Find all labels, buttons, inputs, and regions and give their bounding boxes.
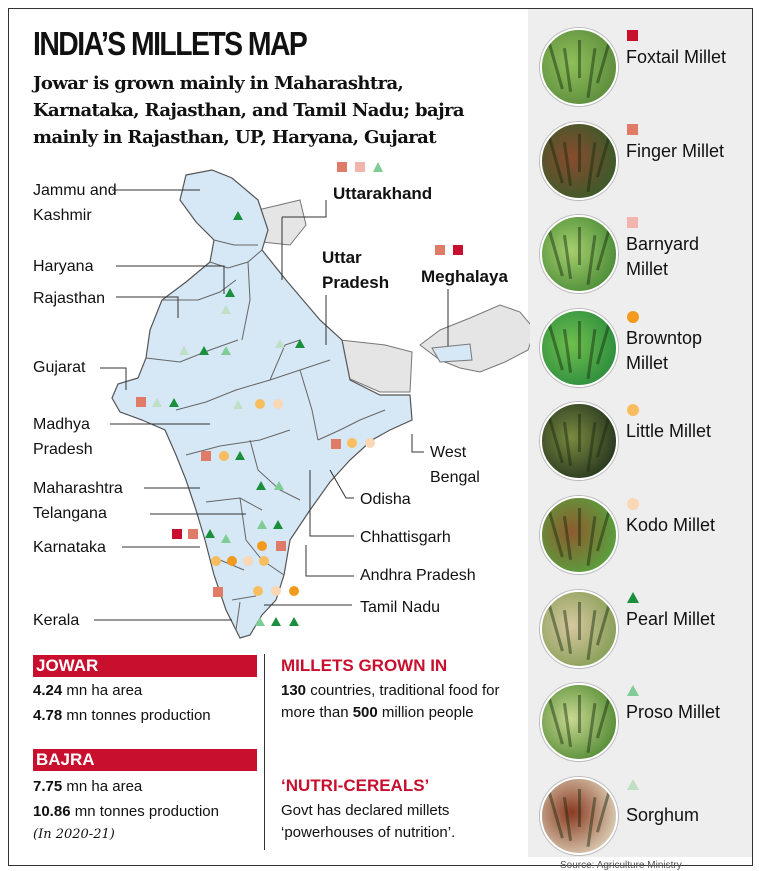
uttarakhand-finger-marker bbox=[337, 162, 347, 172]
ap-finger-marker bbox=[276, 541, 286, 551]
mp-kodo-marker bbox=[273, 399, 283, 409]
legend-label-sorghum: Sorghum bbox=[626, 805, 700, 825]
jowar-prod-text: mn tonnes production bbox=[62, 707, 211, 724]
browntop-millet-photo bbox=[540, 309, 618, 387]
tn-browntop-marker bbox=[289, 586, 299, 596]
browntop-marker-circle-icon bbox=[627, 311, 639, 323]
label-chhattisgarh: Chhattisgarh bbox=[360, 529, 451, 546]
kodo-millet-photo bbox=[540, 496, 618, 574]
source-credit: Source: Agriculture Ministry bbox=[560, 860, 682, 871]
legend-label-finger: Finger Millet bbox=[626, 141, 725, 161]
finger-millet-photo bbox=[540, 122, 618, 200]
people-count: 500 bbox=[352, 704, 378, 721]
countries-count: 130 bbox=[281, 682, 307, 699]
odisha-finger-marker bbox=[331, 439, 341, 449]
map-subtitle: Jowar is grown mainly in Maharashtra, Karnataka, Rajasthan, and Tamil Nadu; bajra mainly in Rajasthan, UP, Haryana, Gujarat bbox=[33, 73, 464, 148]
bajra-prod-text: mn tonnes production bbox=[70, 803, 219, 820]
finger-marker-square-icon bbox=[627, 124, 638, 135]
gujarat-finger-marker bbox=[136, 397, 146, 407]
karnataka-little-marker-1 bbox=[211, 556, 221, 566]
uttarakhand-barnyard-marker bbox=[355, 162, 365, 172]
jowar-prod-value: 4.78 bbox=[33, 707, 63, 724]
nutri-cereals-heading: ‘NUTRI-CEREALS’ bbox=[281, 776, 430, 795]
nutri-cereals-text: Govt has declared millets ‘powerhouses of nutrition’. bbox=[281, 802, 456, 841]
bajra-production bbox=[33, 801, 219, 823]
legend-label-barnyard: Barnyard Millet bbox=[626, 234, 700, 279]
ap-browntop-marker bbox=[257, 541, 267, 551]
bajra-area-value: 7.75 bbox=[33, 778, 63, 795]
karnataka-little-marker-2 bbox=[259, 556, 269, 566]
northeast-region bbox=[420, 305, 530, 372]
legend-label-kodo: Kodo Millet bbox=[626, 515, 716, 535]
maharashtra-finger-marker bbox=[201, 451, 211, 461]
label-maharashtra: Maharashtra bbox=[33, 480, 123, 497]
meghalaya-finger-marker bbox=[435, 245, 445, 255]
legend-item-kodo bbox=[540, 496, 740, 586]
label-madhya-pradesh: Madhya Pradesh bbox=[33, 416, 93, 458]
maharashtra-little-marker bbox=[219, 451, 229, 461]
barnyard-millet-photo bbox=[540, 215, 618, 293]
foxtail-millet-photo bbox=[540, 28, 618, 106]
jowar-heading: JOWAR bbox=[33, 655, 257, 677]
tn-pearl-marker-2 bbox=[289, 617, 299, 626]
sorghum-marker-triangle-icon bbox=[627, 779, 639, 790]
bajra-prod-value: 10.86 bbox=[33, 803, 71, 820]
grown-in-text-a: countries, traditional food for more than bbox=[281, 682, 500, 721]
legend-label-proso: Proso Millet bbox=[626, 702, 721, 722]
odisha-kodo-marker bbox=[365, 438, 375, 448]
tn-pearl-marker-1 bbox=[271, 617, 281, 626]
label-telangana: Telangana bbox=[33, 505, 107, 522]
legend-label-little: Little Millet bbox=[626, 421, 712, 441]
karnataka-browntop-marker bbox=[227, 556, 237, 566]
barnyard-marker-square-icon bbox=[627, 217, 638, 228]
pearl-marker-triangle-icon bbox=[627, 592, 639, 603]
legend-item-little bbox=[540, 402, 740, 492]
legend-label-pearl: Pearl Millet bbox=[626, 609, 716, 629]
mp-little-marker bbox=[255, 399, 265, 409]
grown-in-text-b: million people bbox=[377, 704, 474, 721]
legend-item-finger bbox=[540, 122, 740, 212]
karnataka-finger-marker bbox=[188, 529, 198, 539]
label-meghalaya: Meghalaya bbox=[421, 267, 508, 286]
label-tamil-nadu: Tamil Nadu bbox=[360, 599, 441, 616]
legend-item-barnyard bbox=[540, 215, 740, 305]
bajra-area-text: mn ha area bbox=[62, 778, 143, 795]
grown-in-text bbox=[281, 680, 516, 724]
grown-in-heading: MILLETS GROWN IN bbox=[281, 656, 448, 675]
legend-item-sorghum bbox=[540, 777, 740, 867]
label-karnataka: Karnataka bbox=[33, 539, 106, 556]
little-millet-photo bbox=[540, 402, 618, 480]
little-marker-circle-icon bbox=[627, 404, 639, 416]
label-kerala: Kerala bbox=[33, 612, 80, 629]
tn-little-marker bbox=[253, 586, 263, 596]
label-west-bengal: West Bengal bbox=[430, 444, 480, 486]
jowar-area bbox=[33, 680, 142, 702]
foxtail-marker-square-icon bbox=[627, 30, 638, 41]
label-rajasthan: Rajasthan bbox=[33, 290, 106, 307]
legend-item-pearl bbox=[540, 590, 740, 680]
jowar-production bbox=[33, 705, 211, 727]
tn-finger-marker bbox=[213, 587, 223, 597]
pearl-millet-photo bbox=[540, 590, 618, 668]
karnataka-foxtail-marker bbox=[172, 529, 182, 539]
legend-item-proso bbox=[540, 683, 740, 773]
jowar-area-value: 4.24 bbox=[33, 682, 63, 699]
label-odisha: Odisha bbox=[360, 491, 411, 508]
map-title: INDIA’S MILLETS MAP bbox=[33, 25, 307, 62]
proso-marker-triangle-icon bbox=[627, 685, 639, 696]
legend-item-foxtail bbox=[540, 28, 740, 118]
section-divider bbox=[264, 654, 265, 850]
label-gujarat: Gujarat bbox=[33, 359, 86, 376]
legend-label-foxtail: Foxtail Millet bbox=[626, 47, 727, 67]
year-note: (In 2020-21) bbox=[33, 827, 115, 842]
meghalaya-foxtail-marker bbox=[453, 245, 463, 255]
uttarakhand-proso-marker bbox=[373, 162, 383, 172]
proso-millet-photo bbox=[540, 683, 618, 761]
odisha-little-marker bbox=[347, 438, 357, 448]
label-uttarakhand: Uttarakhand bbox=[333, 184, 433, 203]
label-andhra-pradesh: Andhra Pradesh bbox=[360, 567, 476, 584]
jowar-area-text: mn ha area bbox=[62, 682, 143, 699]
legend-label-browntop: Browntop Millet bbox=[626, 328, 703, 373]
kodo-marker-circle-icon bbox=[627, 498, 639, 510]
label-uttar-pradesh: Uttar Pradesh bbox=[322, 248, 390, 292]
bajra-area bbox=[33, 776, 142, 798]
label-haryana: Haryana bbox=[33, 258, 94, 275]
sorghum-millet-photo bbox=[540, 777, 618, 855]
tn-kodo-marker bbox=[271, 586, 281, 596]
karnataka-kodo-marker bbox=[243, 556, 253, 566]
bajra-heading: BAJRA bbox=[33, 749, 257, 771]
label-jammu-kashmir: Jammu and Kashmir bbox=[33, 182, 117, 224]
legend-item-browntop bbox=[540, 309, 740, 399]
